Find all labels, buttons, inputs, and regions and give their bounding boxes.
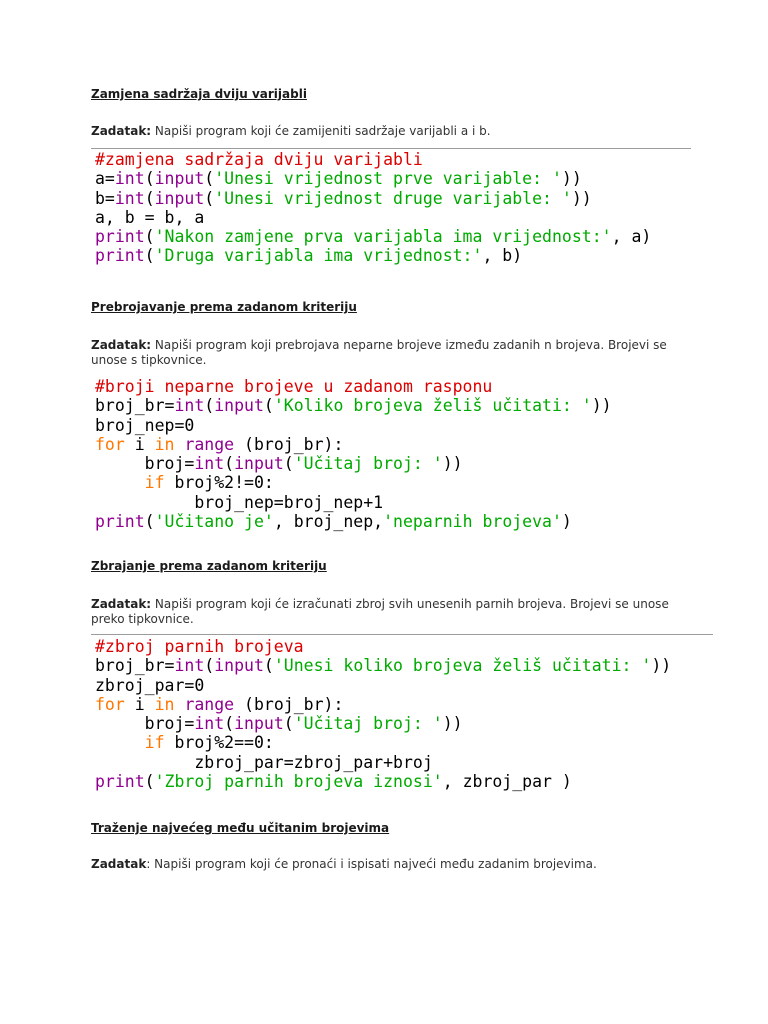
code-token: broj= <box>95 454 195 474</box>
code-token: ( <box>144 169 155 189</box>
code-token: #broji neparne brojeve u zadanom rasponu <box>95 377 493 396</box>
divider <box>91 634 713 635</box>
code-token: 'neparnih brojeva' <box>383 512 562 532</box>
task-label: Zadatak <box>91 857 147 871</box>
code-token: range <box>184 434 235 454</box>
code-token: a, b = b, a <box>95 207 205 227</box>
code-token: for <box>95 434 125 454</box>
code-token: ( <box>283 454 294 474</box>
code-line <box>95 753 671 772</box>
code-token: 'Učitano je' <box>154 512 274 532</box>
code-token: )) <box>571 188 592 208</box>
task-text: : Napiši program koji će pronaći i ispisati najveći među zadanim brojevima. <box>146 857 597 871</box>
code-token: broj_nep=0 <box>95 415 195 435</box>
section-heading-sum: Zbrajanje prema zadanom kriteriju <box>91 559 327 573</box>
code-line <box>95 714 671 733</box>
code-line <box>95 656 671 675</box>
code-line <box>95 150 651 169</box>
code-token: #zbroj parnih brojeva <box>95 637 304 656</box>
code-token: 'Učitaj broj: ' <box>293 714 443 734</box>
code-token: 'Druga varijabla ima vrijednost:' <box>154 246 483 266</box>
code-block-swap <box>95 150 651 266</box>
code-token: in <box>154 434 175 454</box>
code-token: input <box>234 714 284 734</box>
code-token: input <box>154 169 205 189</box>
code-token: int <box>114 169 145 189</box>
code-token: i <box>124 434 155 454</box>
code-token: )) <box>651 656 672 676</box>
code-token: input <box>154 188 205 208</box>
code-line <box>95 733 671 752</box>
task-label: Zadatak: <box>91 597 152 611</box>
task-text: Napiši program koji će zamijeniti sadržaje varijabli a i b. <box>151 124 491 138</box>
code-line <box>95 473 612 492</box>
code-token: input <box>234 454 284 474</box>
code-token: broj_br= <box>95 656 175 676</box>
code-token: , broj_nep, <box>273 512 384 532</box>
code-token: 'Unesi vrijednost druge varijable: ' <box>214 188 572 208</box>
code-token: if <box>144 473 165 493</box>
code-token: )) <box>591 396 612 416</box>
code-token: a= <box>95 169 115 189</box>
code-token: , zbroj_par ) <box>442 772 572 792</box>
code-line <box>95 416 612 435</box>
code-token: broj_nep=broj_nep+1 <box>95 492 384 512</box>
code-token: )) <box>561 169 582 189</box>
code-token: #zamjena sadržaja dviju varijabli <box>95 150 423 169</box>
code-token <box>95 473 145 492</box>
task-label: Zadatak: <box>91 338 152 352</box>
code-token: ( <box>204 396 215 416</box>
code-token: print <box>95 227 145 247</box>
code-block-count <box>95 377 612 531</box>
code-token: 'Učitaj broj: ' <box>293 454 443 474</box>
code-token: ( <box>144 246 155 266</box>
code-token: broj%2!=0: <box>164 473 274 493</box>
code-token: broj= <box>95 714 195 734</box>
code-token: ( <box>283 714 294 734</box>
code-token: ( <box>224 714 235 734</box>
code-token: zbroj_par=zbroj_par+broj <box>95 752 433 772</box>
code-line <box>95 377 612 396</box>
code-token: , b) <box>482 246 523 266</box>
code-token: , a) <box>611 227 652 247</box>
task-label: Zadatak: <box>91 124 152 138</box>
code-token: print <box>95 246 145 266</box>
code-token: ( <box>144 227 155 247</box>
section-heading-swap: Zamjena sadržaja dviju varijabli <box>91 87 307 101</box>
code-token: 'Nakon zamjene prva varijabla ima vrijednost:' <box>154 227 612 247</box>
code-token: (broj_br): <box>234 434 344 454</box>
code-token: print <box>95 512 145 532</box>
code-token: ( <box>204 656 215 676</box>
code-line <box>95 454 612 473</box>
code-token: b= <box>95 188 115 208</box>
code-token: if <box>144 733 165 753</box>
code-token: )) <box>442 714 463 734</box>
code-token: 'Zbroj parnih brojeva iznosi' <box>154 772 443 792</box>
code-token: input <box>214 656 264 676</box>
code-token: for <box>95 694 125 714</box>
task-description-max <box>91 857 691 872</box>
code-token: ) <box>561 512 572 532</box>
code-line <box>95 772 671 791</box>
code-token: ( <box>224 454 235 474</box>
code-token: ( <box>144 188 155 208</box>
code-token: broj%2==0: <box>164 733 274 753</box>
code-token: int <box>174 396 205 416</box>
code-token: print <box>95 772 145 792</box>
code-line <box>95 396 612 415</box>
code-line <box>95 512 612 531</box>
task-description-count <box>91 338 691 368</box>
code-token: int <box>114 188 145 208</box>
code-token: ( <box>144 512 155 532</box>
code-token: ( <box>144 772 155 792</box>
code-line <box>95 695 671 714</box>
code-token: input <box>214 396 264 416</box>
code-token: int <box>194 714 225 734</box>
code-token <box>95 733 145 752</box>
code-token: ( <box>263 656 274 676</box>
code-token: 'Koliko brojeva želiš učitati: ' <box>273 396 592 416</box>
code-line <box>95 637 671 656</box>
code-token: in <box>154 694 175 714</box>
code-token: int <box>194 454 225 474</box>
task-text: Napiši program koji prebrojava neparne brojeve između zadanih n brojeva. Brojevi se unose s tipkovnice. <box>91 338 667 367</box>
code-token: zbroj_par=0 <box>95 675 205 695</box>
code-token: i <box>124 694 155 714</box>
task-description-sum <box>91 597 691 627</box>
divider <box>91 148 691 149</box>
code-token: ( <box>204 188 215 208</box>
code-token: ( <box>204 169 215 189</box>
code-line <box>95 246 651 265</box>
task-text: Napiši program koji će izračunati zbroj svih unesenih parnih brojeva. Brojevi se unose preko tipkovnice. <box>91 597 669 626</box>
code-token: 'Unesi vrijednost prve varijable: ' <box>214 169 562 189</box>
code-token: (broj_br): <box>234 694 344 714</box>
code-token: broj_br= <box>95 396 175 416</box>
code-block-sum <box>95 637 671 791</box>
code-token <box>175 695 185 714</box>
code-line <box>95 676 671 695</box>
code-token: )) <box>442 454 463 474</box>
code-line <box>95 169 651 188</box>
section-heading-count: Prebrojavanje prema zadanom kriteriju <box>91 300 357 314</box>
code-token: 'Unesi koliko brojeva želiš učitati: ' <box>273 656 652 676</box>
code-line <box>95 208 651 227</box>
code-line <box>95 189 651 208</box>
code-token: range <box>184 694 235 714</box>
code-line <box>95 227 651 246</box>
code-token: ( <box>263 396 274 416</box>
code-token: int <box>174 656 205 676</box>
section-heading-max: Traženje najvećeg među učitanim brojevima <box>91 821 390 835</box>
code-line <box>95 435 612 454</box>
code-token <box>175 435 185 454</box>
code-line <box>95 493 612 512</box>
task-description-swap <box>91 124 691 139</box>
